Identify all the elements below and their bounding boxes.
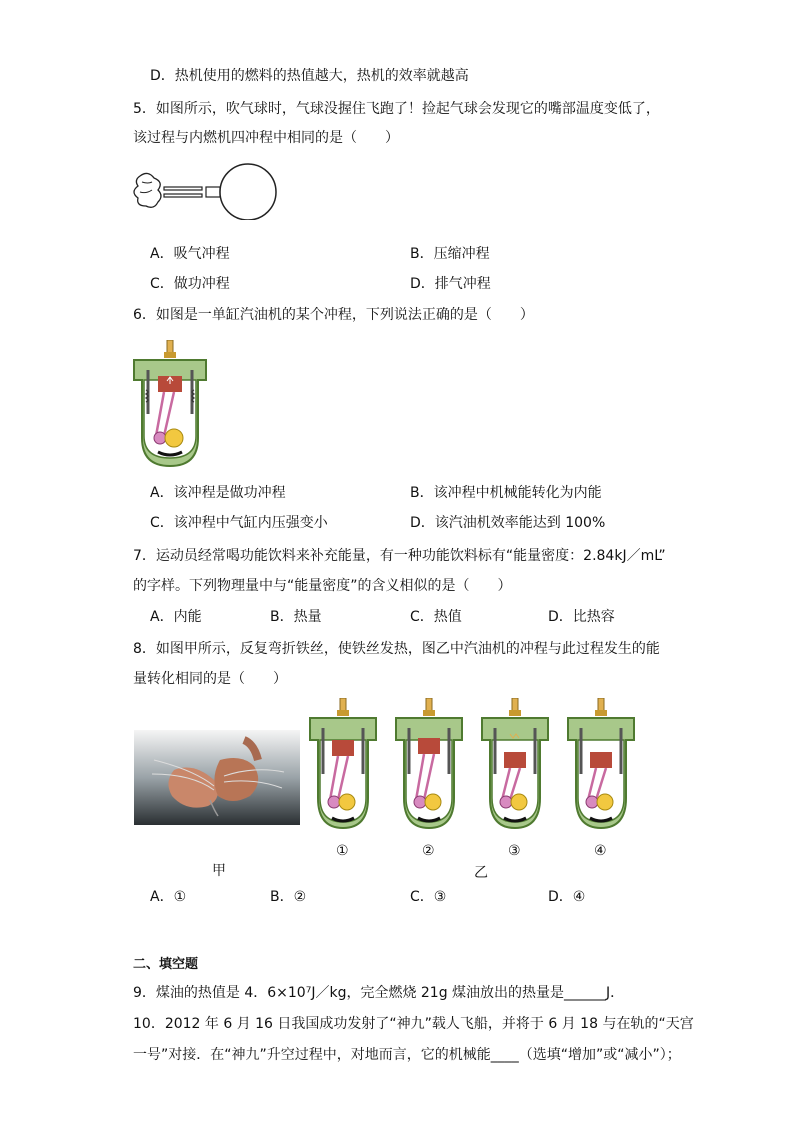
q5-stem-line1: 5．如图所示，吹气球时，气球没握住飞跑了！捡起气球会发现它的嘴部温度变低了， [133, 101, 660, 117]
q7-option-c: C．热值 [410, 609, 462, 625]
q6-option-a: A．该冲程是做功冲程 [150, 485, 286, 501]
q4-option-d: D．热机使用的燃料的热值越大，热机的效率就越高 [150, 68, 469, 84]
engine-diagram-4 [566, 698, 636, 838]
q8-option-b: B．② [270, 889, 307, 905]
engine-label-2: ② [422, 843, 435, 859]
q10-line2: 一号”对接．在“神九”升空过程中，对地而言，它的机械能____（选填“增加”或“减小”）； [133, 1047, 681, 1063]
engine-label-3: ③ [508, 843, 521, 859]
q8-option-d: D．④ [548, 889, 586, 905]
caption-jia: 甲 [212, 863, 226, 879]
q6-option-b: B．该冲程中机械能转化为内能 [410, 485, 602, 501]
q7-stem-line2: 的字样。下列物理量中与“能量密度”的含义相似的是（ ） [133, 578, 512, 594]
engine-diagram-3 [480, 698, 550, 838]
engine-diagram-q6 [130, 340, 210, 470]
engine-diagram-2 [394, 698, 464, 838]
q9-text: 9．煤油的热值是 4．6×10⁷J／kg，完全燃烧 21g 煤油放出的热量是______J． [133, 985, 625, 1001]
q5-option-a: A．吸气冲程 [150, 246, 230, 262]
q8-stem-line2: 量转化相同的是（ ） [133, 671, 287, 687]
q5-option-c: C．做功冲程 [150, 276, 230, 292]
engine-label-4: ④ [594, 843, 607, 859]
q6-option-d: D．该汽油机效率能达到 100% [410, 515, 606, 531]
q7-option-d: D．比热容 [548, 609, 615, 625]
engine-label-1: ① [336, 843, 349, 859]
wire-bending-photo [134, 730, 300, 825]
q5-option-d: D．排气冲程 [410, 276, 491, 292]
q5-stem-line2: 该过程与内燃机四冲程中相同的是（ ） [133, 130, 399, 146]
q7-option-a: A．内能 [150, 609, 202, 625]
engine-diagram-1 [308, 698, 378, 838]
balloon-figure [128, 160, 283, 220]
q7-stem-line1: 7．运动员经常喝功能饮料来补充能量，有一种功能饮料标有“能量密度：2.84kJ／mL” [133, 548, 666, 564]
q8-option-c: C．③ [410, 889, 447, 905]
q5-option-b: B．压缩冲程 [410, 246, 490, 262]
q6-stem: 6．如图是一单缸汽油机的某个冲程，下列说法正确的是（ ） [133, 307, 534, 323]
q8-option-a: A．① [150, 889, 187, 905]
section-title: 二、填空题 [133, 957, 199, 972]
q10-line1: 10．2012 年 6 月 16 日我国成功发射了“神九”载人飞船，并将于 6 月 18 与在轨的“天宫 [133, 1016, 694, 1032]
q7-option-b: B．热量 [270, 609, 322, 625]
q8-stem-line1: 8．如图甲所示，反复弯折铁丝，使铁丝发热，图乙中汽油机的冲程与此过程发生的能 [133, 641, 660, 657]
q6-option-c: C．该冲程中气缸内压强变小 [150, 515, 328, 531]
caption-yi: 乙 [474, 865, 488, 881]
